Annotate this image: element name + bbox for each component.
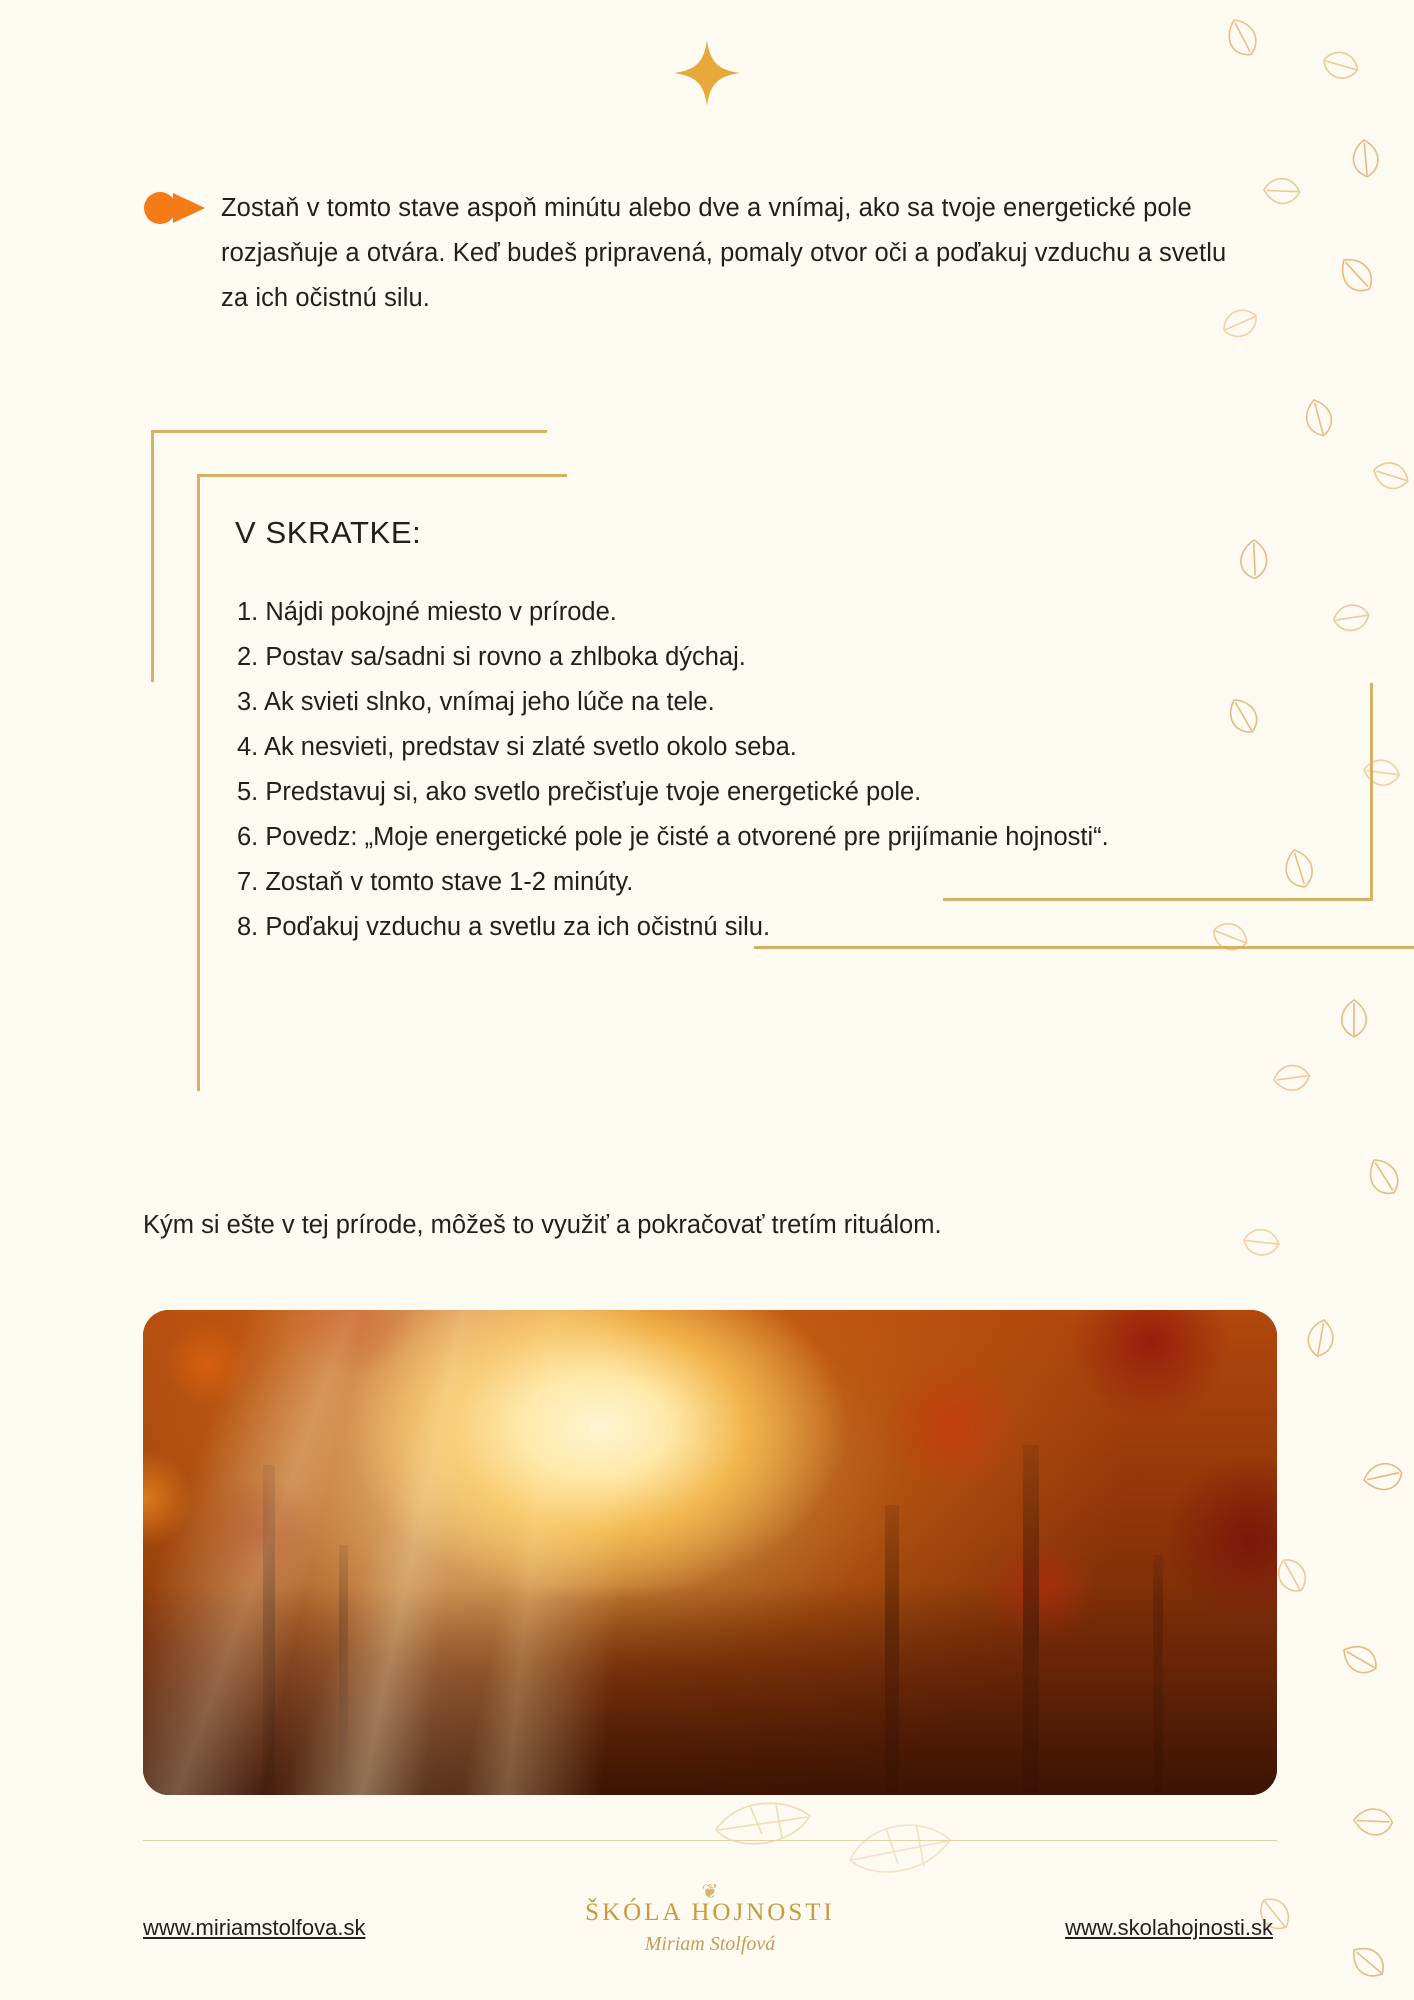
list-item: 1. Nájdi pokojné miesto v prírode. [237,598,617,626]
photo-sun-rays [143,1310,1277,1795]
page-footer [143,1875,1277,1985]
footer-link-school-site[interactable]: www.skolahojnosti.sk [1065,1915,1273,1940]
summary-title: V SKRATKE: [235,515,422,550]
intro-block [143,186,1253,321]
summary-step-list [237,590,1247,950]
brand-name: ŠKÓLA HOJNOSTI [585,1899,835,1926]
list-item: 6. Povedz: „Moje energetické pole je čisté a otvorené pre prijímanie hojnosti“. [237,823,1109,851]
list-item: 7. Zostaň v tomto stave 1-2 minúty. [237,868,634,896]
list-item: 4. Ak nesvieti, predstav si zlaté svetlo okolo seba. [237,733,797,761]
closing-paragraph: Kým si ešte v tej prírode, môžeš to využiť a pokračovať tretím rituálom. [143,1211,942,1239]
frame-line-outer-top [151,430,547,433]
orange-arrow-bullet-icon [143,191,221,225]
brand-signature: Miriam Stolfová [644,1933,776,1955]
footer-link-personal-site[interactable]: www.miriamstolfova.sk [143,1915,366,1940]
summary-frame [143,418,1278,1148]
frame-line-outer-left [151,430,154,682]
list-item: 5. Predstavuj si, ako svetlo prečisťuje tvoje energetické pole. [237,778,922,806]
autumn-forest-photo [143,1310,1277,1795]
frame-line-inner-left [197,474,200,1091]
footer-divider [143,1840,1277,1841]
intro-paragraph: Zostaň v tomto stave aspoň minútu alebo dve a vnímaj, ako sa tvoje energetické pole rozjasňuje a otvára. Keď budeš pripravená, pomaly otvor oči a poďakuj vzduchu a svetlu za ich očistnú silu. [221,194,1227,312]
frame-line-inner-right [1370,683,1373,901]
brand-logo [510,1881,910,1956]
frame-line-inner-top [197,474,567,477]
list-item: 2. Postav sa/sadni si rovno a zhlboka dýchaj. [237,643,746,671]
list-item: 8. Poďakuj vzduchu a svetlu za ich očistnú silu. [237,913,771,941]
list-item: 3. Ak svieti slnko, vnímaj jeho lúče na tele. [237,688,715,716]
brand-ornament-icon: ❦ [701,1881,719,1903]
